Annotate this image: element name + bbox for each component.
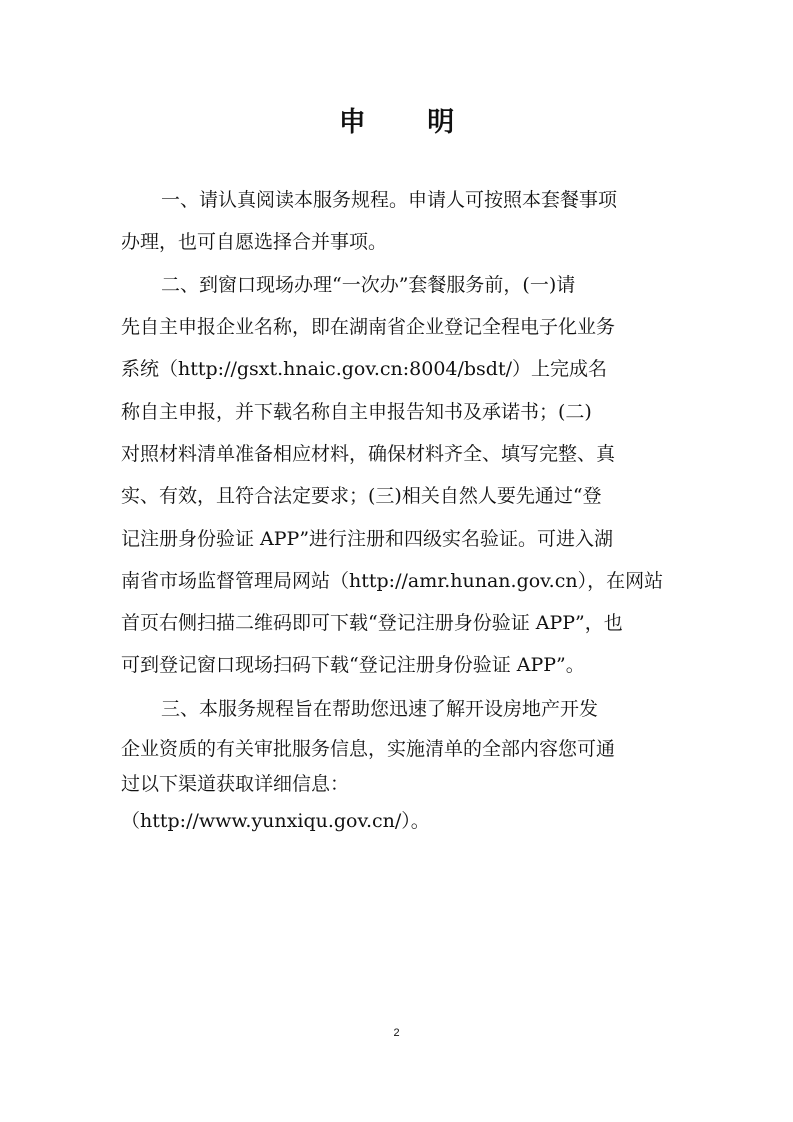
- body-line: 先自主申报企业名称，即在湖南省企业登记全程电子化业务: [121, 316, 616, 338]
- body-line: 南省市场监督管理局网站（http://amr.hunan.gov.cn），在网站: [121, 570, 664, 592]
- page-number: 2: [393, 1027, 400, 1039]
- body-line: 可到登记窗口现场扫码下载“登记注册身份验证 APP”。: [121, 654, 585, 676]
- body-line: 记注册身份验证 APP”进行注册和四级实名验证。可进入湖: [121, 528, 614, 550]
- body-line: 二、到窗口现场办理“一次办”套餐服务前，(一)请: [161, 274, 576, 296]
- body-line: 过以下渠道获取详细信息：: [121, 773, 350, 795]
- body-line: 对照材料清单准备相应材料，确保材料齐全、填写完整、真: [121, 443, 616, 465]
- body-line: 系统（http://gsxt.hnaic.gov.cn:8004/bsdt/）上完成名: [121, 358, 608, 380]
- body-line: 三、本服务规程旨在帮助您迅速了解开设房地产开发: [161, 698, 599, 720]
- body-line: 首页右侧扫描二维码即可下载“登记注册身份验证 APP”，也: [121, 612, 623, 634]
- page-title: 申 明: [338, 107, 481, 138]
- body-line: 办理，也可自愿选择合并事项。: [121, 231, 388, 253]
- body-line: 称自主申报，并下载名称自主申报告知书及承诺书；(二): [121, 401, 592, 423]
- body-line: 企业资质的有关审批服务信息，实施清单的全部内容您可通: [121, 738, 616, 760]
- body-line: 实、有效，且符合法定要求；(三)相关自然人要先通过“登: [121, 485, 602, 507]
- body-line: （http://www.yunxiqu.gov.cn/）。: [121, 810, 430, 832]
- body-line: 一、请认真阅读本服务规程。申请人可按照本套餐事项: [161, 189, 618, 211]
